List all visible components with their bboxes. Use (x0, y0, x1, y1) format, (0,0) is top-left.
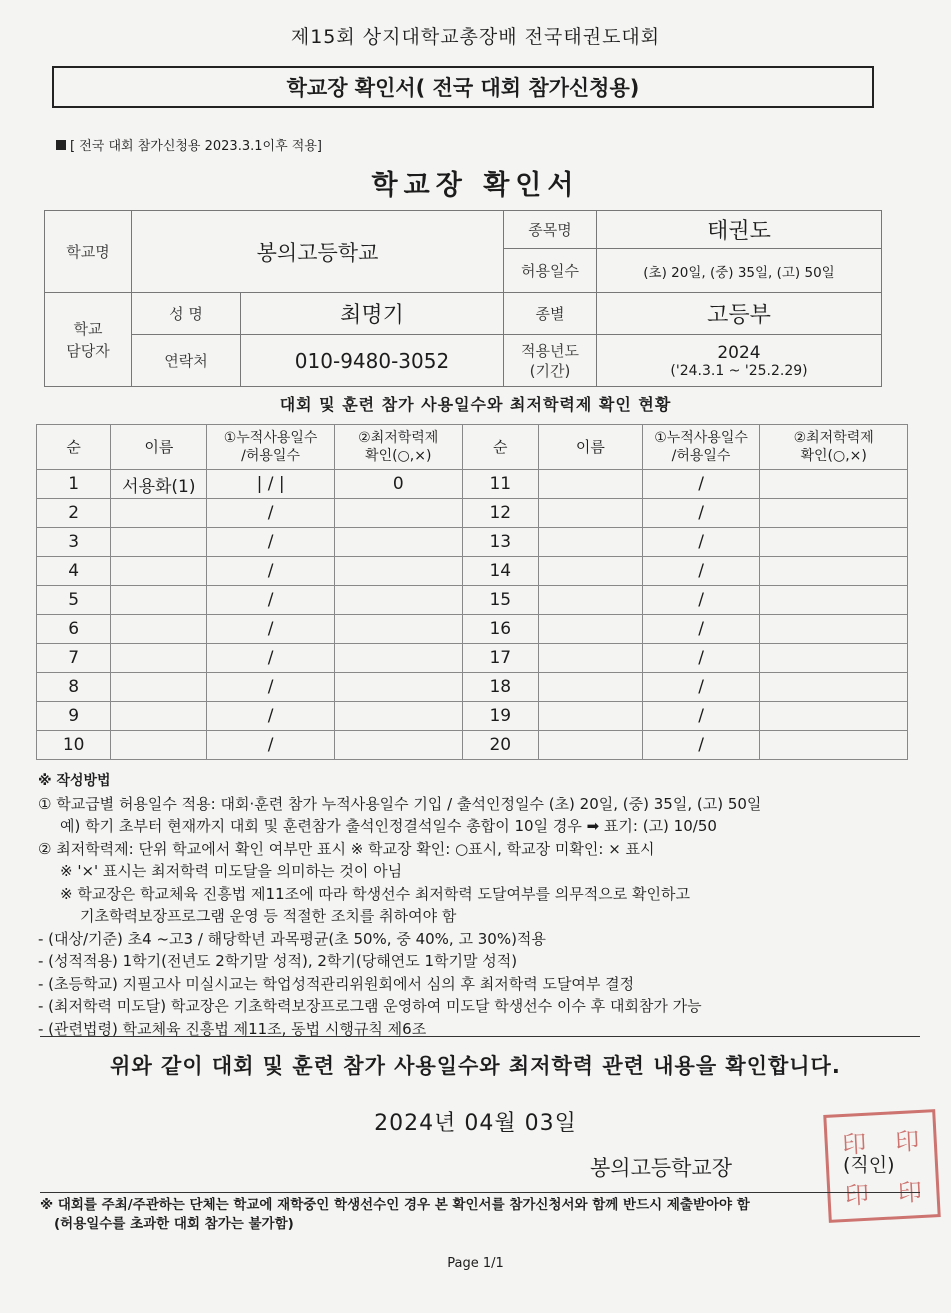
row-number: 10 (37, 731, 111, 760)
row-number: 1 (37, 470, 111, 499)
academic-check (760, 499, 908, 528)
year-label: 적용년도 (기간) (504, 335, 597, 387)
days-used: / (642, 586, 760, 615)
divider (40, 1036, 920, 1037)
sport-label: 종목명 (504, 211, 597, 249)
row-number: 13 (462, 528, 538, 557)
academic-check (334, 615, 462, 644)
allowed-days-value: (초) 20일, (중) 35일, (고) 50일 (597, 249, 882, 293)
manager-name-value: 최명기 (241, 293, 504, 335)
sport-value: 태권도 (597, 211, 882, 249)
athlete-name (111, 673, 207, 702)
academic-check (760, 673, 908, 702)
table-row (37, 470, 908, 499)
official-seal-stamp: 印 印 印 印 (823, 1109, 940, 1223)
athlete-name (538, 702, 642, 731)
header-check: ②최저학력제 확인(○,×) (334, 425, 462, 470)
instruction-2: ② 최저학력제: 단위 학교에서 확인 여부만 표시 ※ 학교장 확인: ○표시, 학교장 미확인: × 표시 (38, 839, 655, 858)
table-row (37, 557, 908, 586)
row-number: 2 (37, 499, 111, 528)
athlete-name (538, 557, 642, 586)
instruction-4: ※ 학교장은 학교체육 진흥법 제11조에 따라 학생선수 최저학력 도달여부를 의무적으로 확인하고 (60, 884, 690, 903)
header-name-2: 이름 (538, 425, 642, 470)
athlete-name (538, 470, 642, 499)
manager-name-label: 성 명 (132, 293, 241, 335)
school-manager-label: 학교 담당자 (45, 293, 132, 387)
athlete-name (111, 702, 207, 731)
days-used: / (642, 673, 760, 702)
header-days: ①누적사용일수 /허용일수 (207, 425, 334, 470)
category-label: 종별 (504, 293, 597, 335)
row-number: 18 (462, 673, 538, 702)
row-number: 6 (37, 615, 111, 644)
days-used: / (642, 528, 760, 557)
athlete-name (111, 644, 207, 673)
table-row (37, 673, 908, 702)
athlete-name (538, 673, 642, 702)
athlete-name (538, 586, 642, 615)
days-used: / (207, 673, 334, 702)
days-used: / (642, 702, 760, 731)
athlete-name (111, 615, 207, 644)
table-row (37, 731, 908, 760)
athlete-name (111, 557, 207, 586)
applicability-note (56, 135, 322, 154)
days-used: / (207, 702, 334, 731)
school-name-value: 봉의고등학교 (132, 211, 504, 293)
row-number: 14 (462, 557, 538, 586)
days-used: | / | (207, 470, 334, 499)
row-number: 4 (37, 557, 111, 586)
academic-check (334, 528, 462, 557)
table-body (37, 470, 908, 760)
header-no: 순 (37, 425, 111, 470)
detail-3: - (초등학교) 지필고사 미실시교는 학업성적관리위원회에서 심의 후 최저학력 도달여부 결정 (38, 974, 635, 993)
days-used: / (207, 528, 334, 557)
table-row (37, 586, 908, 615)
detail-4: - (최저학력 미도달) 학교장은 기초학력보장프로그램 운영하여 미도달 학생선수 이수 후 대회참가 가능 (38, 997, 702, 1015)
row-number: 20 (462, 731, 538, 760)
academic-check (760, 470, 908, 499)
days-used: / (207, 731, 334, 760)
seal-mark: (직인) (843, 1154, 895, 1176)
athlete-name (111, 586, 207, 615)
athlete-name (538, 528, 642, 557)
days-used: / (207, 644, 334, 673)
academic-check (334, 702, 462, 731)
row-number: 5 (37, 586, 111, 615)
school-name-label: 학교명 (45, 211, 132, 293)
days-used: / (207, 615, 334, 644)
bullet-square-icon (56, 140, 66, 150)
athlete-name (538, 644, 642, 673)
footer-divider (40, 1192, 920, 1193)
academic-check (760, 731, 908, 760)
academic-check (760, 586, 908, 615)
document-title: 학교장 확인서 (371, 170, 580, 201)
category-value: 고등부 (597, 293, 882, 335)
days-used: / (642, 499, 760, 528)
detail-5: - (관련법령) 학교체육 진흥법 제11조, 동법 시행규칙 제6조 (38, 1019, 427, 1038)
year-value: 2024 (717, 342, 761, 363)
period-value: ('24.3.1 ~ '25.2.29) (670, 362, 808, 379)
days-used: / (207, 586, 334, 615)
athlete-name (538, 615, 642, 644)
row-number: 16 (462, 615, 538, 644)
row-number: 11 (462, 470, 538, 499)
footer-note (40, 1196, 920, 1234)
academic-check: 0 (334, 470, 462, 499)
row-number: 19 (462, 702, 538, 731)
table-row (37, 644, 908, 673)
confirmation-statement: 위와 같이 대회 및 훈련 참가 사용일수와 최저학력 관련 내용을 확인합니다. (110, 1054, 841, 1078)
row-number: 15 (462, 586, 538, 615)
academic-check (760, 615, 908, 644)
academic-check (760, 557, 908, 586)
academic-check (334, 644, 462, 673)
table-row (37, 702, 908, 731)
days-used: / (642, 557, 760, 586)
footer-note-1: ※ 대회를 주최/주관하는 단체는 학교에 재학중인 학생선수인 경우 본 확인서를 참가신청서와 함께 반드시 제출받아야 함 (40, 1197, 750, 1213)
principal-title: 봉의고등학교장 (590, 1156, 733, 1180)
header-days-2: ①누적사용일수 /허용일수 (642, 425, 760, 470)
table-row (37, 499, 908, 528)
row-number: 7 (37, 644, 111, 673)
academic-check (334, 586, 462, 615)
athlete-name (538, 499, 642, 528)
athlete-name (111, 731, 207, 760)
issue-date: 2024년 04월 03일 (374, 1111, 577, 1136)
instructions-heading: ※ 작성방법 (38, 773, 111, 789)
instruction-1: ① 학교급별 허용일수 적용: 대회·훈련 참가 누적사용일수 기입 / 출석인정일수 (초) 20일, (중) 35일, (고) 50일 (38, 794, 762, 813)
days-used: / (207, 499, 334, 528)
days-used: / (642, 644, 760, 673)
contact-value: 010-9480-3052 (241, 335, 504, 387)
instruction-3: ※ '×' 표시는 최저학력 미도달을 의미하는 것이 아님 (60, 862, 403, 880)
allowed-days-label: 허용일수 (504, 249, 597, 293)
athlete-name (538, 731, 642, 760)
row-number: 9 (37, 702, 111, 731)
event-title: 제15회 상지대학교총장배 전국태권도대회 (290, 26, 661, 48)
row-number: 17 (462, 644, 538, 673)
row-number: 12 (462, 499, 538, 528)
table-header-row (37, 425, 908, 470)
header-check-2: ②최저학력제 확인(○,×) (760, 425, 908, 470)
athlete-name (111, 528, 207, 557)
athlete-name: 서용화(1) (111, 470, 207, 499)
instruction-1-example: 예) 학기 초부터 현재까지 대회 및 훈련참가 출석인정결석일수 총합이 10일 경우 ➡ 표기: (고) 10/50 (60, 817, 717, 835)
header-name: 이름 (111, 425, 207, 470)
detail-1: - (대상/기준) 초4 ~고3 / 해당학년 과목평균(초 50%, 중 40%, 고 30%)적용 (38, 929, 546, 948)
academic-check (760, 702, 908, 731)
academic-check (334, 499, 462, 528)
contact-label: 연락처 (132, 335, 241, 387)
days-used: / (642, 615, 760, 644)
form-banner: 학교장 확인서( 전국 대회 참가신청용) (52, 66, 874, 108)
applicability-note-text: [ 전국 대회 참가신청용 2023.3.1이후 적용] (70, 139, 322, 154)
instruction-4-cont: 기초학력보장프로그램 운영 등 적절한 조치를 취하여야 함 (80, 907, 457, 925)
days-used: / (207, 557, 334, 586)
detail-2: - (성적적용) 1학기(전년도 2학기말 성적), 2학기(당해연도 1학기말 성적) (38, 952, 518, 970)
academic-check (334, 557, 462, 586)
table-row (37, 528, 908, 557)
footer-note-2: (허용일수를 초과한 대회 참가는 불가함) (54, 1216, 294, 1232)
participation-table (36, 424, 908, 760)
section-title: 대회 및 훈련 참가 사용일수와 최저학력제 확인 현황 (279, 395, 672, 414)
athlete-name (111, 499, 207, 528)
academic-check (760, 644, 908, 673)
row-number: 3 (37, 528, 111, 557)
header-no-2: 순 (462, 425, 538, 470)
days-used: / (642, 731, 760, 760)
table-row (37, 615, 908, 644)
year-cell (597, 335, 882, 387)
days-used: / (642, 470, 760, 499)
school-info-table (44, 210, 882, 387)
academic-check (334, 673, 462, 702)
academic-check (760, 528, 908, 557)
page-number: Page 1/1 (447, 1256, 504, 1271)
row-number: 8 (37, 673, 111, 702)
instructions (38, 770, 918, 1040)
academic-check (334, 731, 462, 760)
